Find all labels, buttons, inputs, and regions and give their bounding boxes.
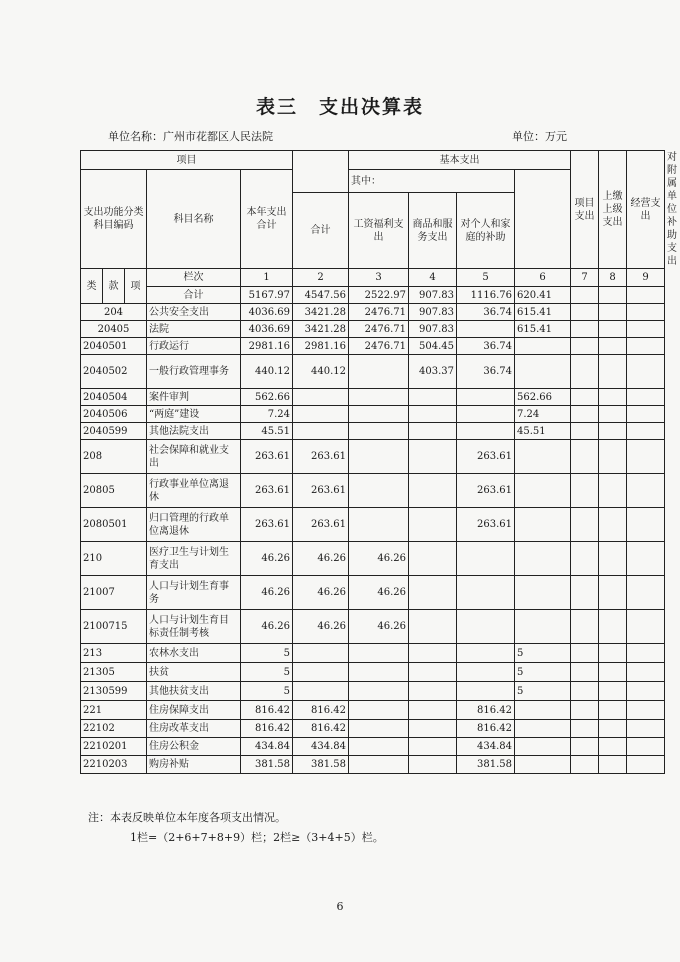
- value-cell: [515, 610, 571, 644]
- value-cell: [627, 389, 665, 406]
- value-cell: [457, 423, 515, 440]
- value-cell: [599, 738, 627, 756]
- col-number: 3: [349, 269, 409, 287]
- value-cell: [293, 663, 349, 682]
- value-cell: 907.83: [409, 304, 457, 321]
- value-cell: [293, 406, 349, 423]
- table-row: [81, 542, 665, 576]
- value-cell: [599, 474, 627, 508]
- value-cell: [349, 406, 409, 423]
- value-cell: [599, 610, 627, 644]
- value-cell: [627, 663, 665, 682]
- value-cell: [599, 304, 627, 321]
- value-cell: [293, 423, 349, 440]
- col-number: 8: [599, 269, 627, 287]
- value-cell: [627, 474, 665, 508]
- value-cell: 263.61: [241, 508, 293, 542]
- subject-name-cell: 住房保障支出: [147, 701, 241, 720]
- value-cell: 381.58: [457, 756, 515, 774]
- value-cell: 440.12: [293, 355, 349, 389]
- subject-code-cell: 2210203: [81, 756, 147, 774]
- expenditure-table: 项目 基本支出 项目支出 上缴上级支出 经营支出 对附属单位补助支出 支出功能分类科目编码 科目名称 本年支出合计 其中： 合计 工资福利支出 商品和服务支出 对个人和家庭的补助 类 款 项 栏次 1 2 3 4 5 6 7 8 9 合计 5167.97 4547.56 2522.97 907.83 1116.76 620.41 204 公共安全支出 4036.69 3421.28 2476.71 907.83 36.74 615.41 20405 法院 4036.69 3421.28 2476.71 907.83 615.41 2040501 行政运行 2981.16 2981.16 2476.71 504.45 36.74 2040502 一般行政管理事务 440.12 440.12 403.37 36.74 2040504 案件审判 562.66 562.66 2040506 “两庭”建设 7.24 7.24 2040599 其他法院支出 45.51 45.51 208 社会保障和就业支出 263.61 263.61 263.61 20805 行政事业单位离退休 263.61 263.61 263.61 2080501 归口管理的行政单位离退休 263.61 263.61 263.61 210 医疗卫生与计划生育支出 46.26 46.26 46.26 21007 人口与计划生育事务 46.26 46.26 46.26 2100715 人口与计划生育目标责任制考核 46.26 46.26 46.26 213 农林水支出 5 5 21305 扶贫 5 5 2130599 其他扶贫支出 5 5 221 住房保障支出 816.42 816.42 816.42 22102 住房改革支出 816.42 816.42 816.42 2210201 住房公积金 434.84 434.84 434.84 2210203 购房补贴 381.58 381.58 381.58: [80, 150, 665, 774]
- table-row: [81, 682, 665, 701]
- col-number: 4: [409, 269, 457, 287]
- value-cell: [571, 440, 599, 474]
- value-cell: 46.26: [293, 610, 349, 644]
- value-cell: 46.26: [293, 542, 349, 576]
- value-cell: [571, 720, 599, 738]
- header-project: 项目: [81, 151, 293, 170]
- col-number: 7: [571, 269, 599, 287]
- table-row: [81, 355, 665, 389]
- value-cell: [627, 610, 665, 644]
- value-cell: [349, 355, 409, 389]
- table-row: [81, 576, 665, 610]
- value-cell: [599, 338, 627, 355]
- value-cell: 434.84: [457, 738, 515, 756]
- subject-code-cell: 2040504: [81, 389, 147, 406]
- table-row: [81, 321, 665, 338]
- value-cell: [409, 423, 457, 440]
- value-cell: [409, 406, 457, 423]
- value-cell: [599, 701, 627, 720]
- value-cell: [457, 610, 515, 644]
- value-cell: [515, 720, 571, 738]
- value-cell: 46.26: [241, 576, 293, 610]
- col-number: 9: [627, 269, 665, 287]
- subject-name-cell: 一般行政管理事务: [147, 355, 241, 389]
- value-cell: [627, 321, 665, 338]
- value-cell: 46.26: [349, 576, 409, 610]
- value-cell: 434.84: [293, 738, 349, 756]
- value-cell: [627, 508, 665, 542]
- value-cell: [571, 738, 599, 756]
- value-cell: 4036.69: [241, 304, 293, 321]
- table-row: [81, 738, 665, 756]
- value-cell: [571, 423, 599, 440]
- currency-unit-label: 单位：万元: [512, 130, 567, 143]
- total-row: [81, 287, 665, 304]
- value-cell: [599, 542, 627, 576]
- value-cell: [515, 738, 571, 756]
- value-cell: [457, 682, 515, 701]
- subject-code-cell: 20405: [81, 321, 147, 338]
- subject-name-cell: 人口与计划生育事务: [147, 576, 241, 610]
- value-cell: [349, 756, 409, 774]
- value-cell: [293, 682, 349, 701]
- value-cell: [571, 576, 599, 610]
- value-cell: [599, 406, 627, 423]
- value-cell: [457, 644, 515, 663]
- value-cell: 3421.28: [293, 321, 349, 338]
- subject-code-cell: 21007: [81, 576, 147, 610]
- value-cell: [515, 701, 571, 720]
- value-cell: [571, 338, 599, 355]
- value-cell: [409, 720, 457, 738]
- table-row: [81, 440, 665, 474]
- value-cell: 562.66: [241, 389, 293, 406]
- subject-name-cell: 法院: [147, 321, 241, 338]
- value-cell: 816.42: [293, 720, 349, 738]
- subject-name-cell: 其他扶贫支出: [147, 682, 241, 701]
- value-cell: 615.41: [515, 304, 571, 321]
- subject-name-cell: 公共安全支出: [147, 304, 241, 321]
- value-cell: 263.61: [241, 440, 293, 474]
- subject-code-cell: 21305: [81, 663, 147, 682]
- value-cell: 263.61: [293, 474, 349, 508]
- col-number: 2: [293, 269, 349, 287]
- header-column-index-label: 栏次: [147, 269, 241, 287]
- header-item: 项: [125, 269, 147, 304]
- value-cell: [571, 389, 599, 406]
- value-cell: [409, 756, 457, 774]
- value-cell: [349, 701, 409, 720]
- subject-name-cell: 社会保障和就业支出: [147, 440, 241, 474]
- header-subtotal: 合计: [293, 193, 349, 269]
- header-basic-expenditure: 基本支出: [349, 151, 571, 170]
- value-cell: [409, 542, 457, 576]
- value-cell: [349, 474, 409, 508]
- value-cell: 816.42: [457, 701, 515, 720]
- value-cell: 440.12: [241, 355, 293, 389]
- value-cell: [409, 610, 457, 644]
- value-cell: 263.61: [457, 440, 515, 474]
- value-cell: [349, 389, 409, 406]
- value-cell: [571, 756, 599, 774]
- subject-name-cell: 扶贫: [147, 663, 241, 682]
- total-cell: [571, 287, 599, 304]
- subject-name-cell: 人口与计划生育目标责任制考核: [147, 610, 241, 644]
- value-cell: 816.42: [241, 701, 293, 720]
- value-cell: [409, 738, 457, 756]
- value-cell: 46.26: [241, 542, 293, 576]
- value-cell: [599, 389, 627, 406]
- footnote: 注：本表反映单位本年度各项支出情况。: [88, 811, 286, 824]
- value-cell: [349, 440, 409, 474]
- value-cell: [599, 720, 627, 738]
- value-cell: 46.26: [241, 610, 293, 644]
- value-cell: [571, 321, 599, 338]
- subject-name-cell: 归口管理的行政单位离退休: [147, 508, 241, 542]
- table-row: [81, 338, 665, 355]
- value-cell: 5: [515, 663, 571, 682]
- table-row: [81, 389, 665, 406]
- value-cell: 46.26: [293, 576, 349, 610]
- value-cell: [515, 576, 571, 610]
- value-cell: 816.42: [293, 701, 349, 720]
- value-cell: [457, 406, 515, 423]
- col-number: 5: [457, 269, 515, 287]
- value-cell: [349, 423, 409, 440]
- subject-code-cell: 2040506: [81, 406, 147, 423]
- value-cell: [627, 542, 665, 576]
- value-cell: 4036.69: [241, 321, 293, 338]
- total-cell: 2522.97: [349, 287, 409, 304]
- value-cell: [627, 701, 665, 720]
- value-cell: [349, 720, 409, 738]
- value-cell: 816.42: [241, 720, 293, 738]
- value-cell: [599, 423, 627, 440]
- value-cell: 403.37: [409, 355, 457, 389]
- value-cell: [599, 576, 627, 610]
- value-cell: 434.84: [241, 738, 293, 756]
- header-project-expenditure: 项目支出: [571, 151, 599, 269]
- value-cell: [409, 440, 457, 474]
- value-cell: 2476.71: [349, 304, 409, 321]
- subject-name-cell: 医疗卫生与计划生育支出: [147, 542, 241, 576]
- page-number: 6: [336, 900, 344, 913]
- value-cell: [599, 756, 627, 774]
- value-cell: 381.58: [241, 756, 293, 774]
- value-cell: 2981.16: [293, 338, 349, 355]
- header-code: 支出功能分类科目编码: [81, 170, 147, 269]
- footnote-formula: 1栏=（2+6+7+8+9）栏；2栏≥（3+4+5）栏。: [130, 831, 384, 844]
- subject-name-cell: 住房改革支出: [147, 720, 241, 738]
- value-cell: [599, 321, 627, 338]
- value-cell: 5: [515, 644, 571, 663]
- value-cell: [409, 474, 457, 508]
- value-cell: [627, 644, 665, 663]
- value-cell: 263.61: [241, 474, 293, 508]
- header-section: 款: [103, 269, 125, 304]
- value-cell: [349, 644, 409, 663]
- value-cell: 5: [241, 644, 293, 663]
- value-cell: 263.61: [457, 474, 515, 508]
- value-cell: [409, 682, 457, 701]
- table-row: [81, 304, 665, 321]
- value-cell: [571, 304, 599, 321]
- header-personal-subsidy: 对个人和家庭的补助: [457, 193, 515, 269]
- value-cell: [457, 663, 515, 682]
- subject-code-cell: 213: [81, 644, 147, 663]
- value-cell: 562.66: [515, 389, 571, 406]
- total-cell: [627, 287, 665, 304]
- value-cell: [349, 508, 409, 542]
- subject-name-cell: 行政运行: [147, 338, 241, 355]
- subject-name-cell: 行政事业单位离退休: [147, 474, 241, 508]
- value-cell: [627, 440, 665, 474]
- value-cell: [599, 663, 627, 682]
- value-cell: [571, 474, 599, 508]
- value-cell: [627, 576, 665, 610]
- header-year-total: 本年支出合计: [241, 170, 293, 269]
- value-cell: 5: [515, 682, 571, 701]
- value-cell: [457, 321, 515, 338]
- value-cell: [515, 338, 571, 355]
- value-cell: [571, 508, 599, 542]
- value-cell: 816.42: [457, 720, 515, 738]
- col-number: 6: [515, 269, 571, 287]
- table-row: [81, 423, 665, 440]
- value-cell: [627, 406, 665, 423]
- value-cell: [571, 701, 599, 720]
- value-cell: [409, 389, 457, 406]
- table-row: [81, 644, 665, 663]
- value-cell: 907.83: [409, 321, 457, 338]
- header-category: 类: [81, 269, 103, 304]
- value-cell: [627, 355, 665, 389]
- table-row: [81, 508, 665, 542]
- value-cell: [571, 355, 599, 389]
- header-subject-name: 科目名称: [147, 170, 241, 269]
- value-cell: [515, 542, 571, 576]
- value-cell: 263.61: [293, 508, 349, 542]
- value-cell: [409, 508, 457, 542]
- value-cell: [409, 644, 457, 663]
- value-cell: [599, 440, 627, 474]
- value-cell: [409, 663, 457, 682]
- value-cell: [515, 440, 571, 474]
- value-cell: [515, 508, 571, 542]
- total-row-label: 合计: [147, 287, 241, 304]
- value-cell: 263.61: [457, 508, 515, 542]
- value-cell: [571, 406, 599, 423]
- value-cell: 504.45: [409, 338, 457, 355]
- value-cell: 2981.16: [241, 338, 293, 355]
- subject-code-cell: 2130599: [81, 682, 147, 701]
- table-row: [81, 720, 665, 738]
- value-cell: 45.51: [515, 423, 571, 440]
- value-cell: 5: [241, 682, 293, 701]
- value-cell: [349, 663, 409, 682]
- value-cell: [571, 644, 599, 663]
- value-cell: [571, 542, 599, 576]
- total-cell: 1116.76: [457, 287, 515, 304]
- value-cell: [515, 474, 571, 508]
- value-cell: [599, 682, 627, 701]
- value-cell: 36.74: [457, 355, 515, 389]
- col-number: 1: [241, 269, 293, 287]
- total-cell: 4547.56: [293, 287, 349, 304]
- header-goods-services: 商品和服务支出: [409, 193, 457, 269]
- value-cell: [457, 389, 515, 406]
- header-operating: 经营支出: [627, 151, 665, 269]
- subject-code-cell: 2040502: [81, 355, 147, 389]
- subject-name-cell: 住房公积金: [147, 738, 241, 756]
- value-cell: [627, 682, 665, 701]
- subject-name-cell: 购房补贴: [147, 756, 241, 774]
- value-cell: [515, 756, 571, 774]
- total-cell: 620.41: [515, 287, 571, 304]
- value-cell: [599, 508, 627, 542]
- total-cell: 907.83: [409, 287, 457, 304]
- table-row: [81, 701, 665, 720]
- value-cell: [627, 756, 665, 774]
- total-cell: 5167.97: [241, 287, 293, 304]
- header-wage-welfare: 工资福利支出: [349, 193, 409, 269]
- header-among: 其中：: [349, 170, 515, 193]
- subject-code-cell: 22102: [81, 720, 147, 738]
- value-cell: [409, 701, 457, 720]
- value-cell: 381.58: [293, 756, 349, 774]
- subject-code-cell: 210: [81, 542, 147, 576]
- page-title: 表三 支出决算表: [255, 96, 424, 118]
- value-cell: [599, 644, 627, 663]
- value-cell: 3421.28: [293, 304, 349, 321]
- value-cell: 36.74: [457, 338, 515, 355]
- value-cell: [571, 610, 599, 644]
- value-cell: 2476.71: [349, 321, 409, 338]
- value-cell: 45.51: [241, 423, 293, 440]
- subject-code-cell: 204: [81, 304, 147, 321]
- value-cell: [627, 720, 665, 738]
- subject-name-cell: 其他法院支出: [147, 423, 241, 440]
- value-cell: 263.61: [293, 440, 349, 474]
- subject-name-cell: 案件审判: [147, 389, 241, 406]
- header-upper-remit: 上缴上级支出: [599, 151, 627, 269]
- value-cell: [599, 355, 627, 389]
- value-cell: 7.24: [515, 406, 571, 423]
- value-cell: [457, 576, 515, 610]
- subject-code-cell: 2100715: [81, 610, 147, 644]
- value-cell: 36.74: [457, 304, 515, 321]
- table-row: [81, 663, 665, 682]
- subject-code-cell: 221: [81, 701, 147, 720]
- total-cell: [599, 287, 627, 304]
- value-cell: 46.26: [349, 542, 409, 576]
- subject-name-cell: 农林水支出: [147, 644, 241, 663]
- value-cell: [349, 738, 409, 756]
- subject-code-cell: 2210201: [81, 738, 147, 756]
- value-cell: [627, 338, 665, 355]
- table-row: [81, 756, 665, 774]
- table-row: [81, 406, 665, 423]
- value-cell: [627, 423, 665, 440]
- subject-code-cell: 2040501: [81, 338, 147, 355]
- value-cell: [349, 682, 409, 701]
- value-cell: 615.41: [515, 321, 571, 338]
- subject-name-cell: “两庭”建设: [147, 406, 241, 423]
- value-cell: [571, 663, 599, 682]
- value-cell: [409, 576, 457, 610]
- value-cell: [293, 389, 349, 406]
- value-cell: [627, 738, 665, 756]
- value-cell: [515, 355, 571, 389]
- value-cell: [293, 644, 349, 663]
- subject-code-cell: 2040599: [81, 423, 147, 440]
- table-row: [81, 474, 665, 508]
- subject-code-cell: 208: [81, 440, 147, 474]
- table-row: [81, 610, 665, 644]
- value-cell: 46.26: [349, 610, 409, 644]
- value-cell: [571, 682, 599, 701]
- value-cell: 7.24: [241, 406, 293, 423]
- value-cell: [627, 304, 665, 321]
- unit-name-label: 单位名称：广州市花都区人民法院: [108, 130, 273, 143]
- value-cell: [457, 542, 515, 576]
- subject-code-cell: 20805: [81, 474, 147, 508]
- value-cell: 5: [241, 663, 293, 682]
- subject-code-cell: 2080501: [81, 508, 147, 542]
- value-cell: 2476.71: [349, 338, 409, 355]
